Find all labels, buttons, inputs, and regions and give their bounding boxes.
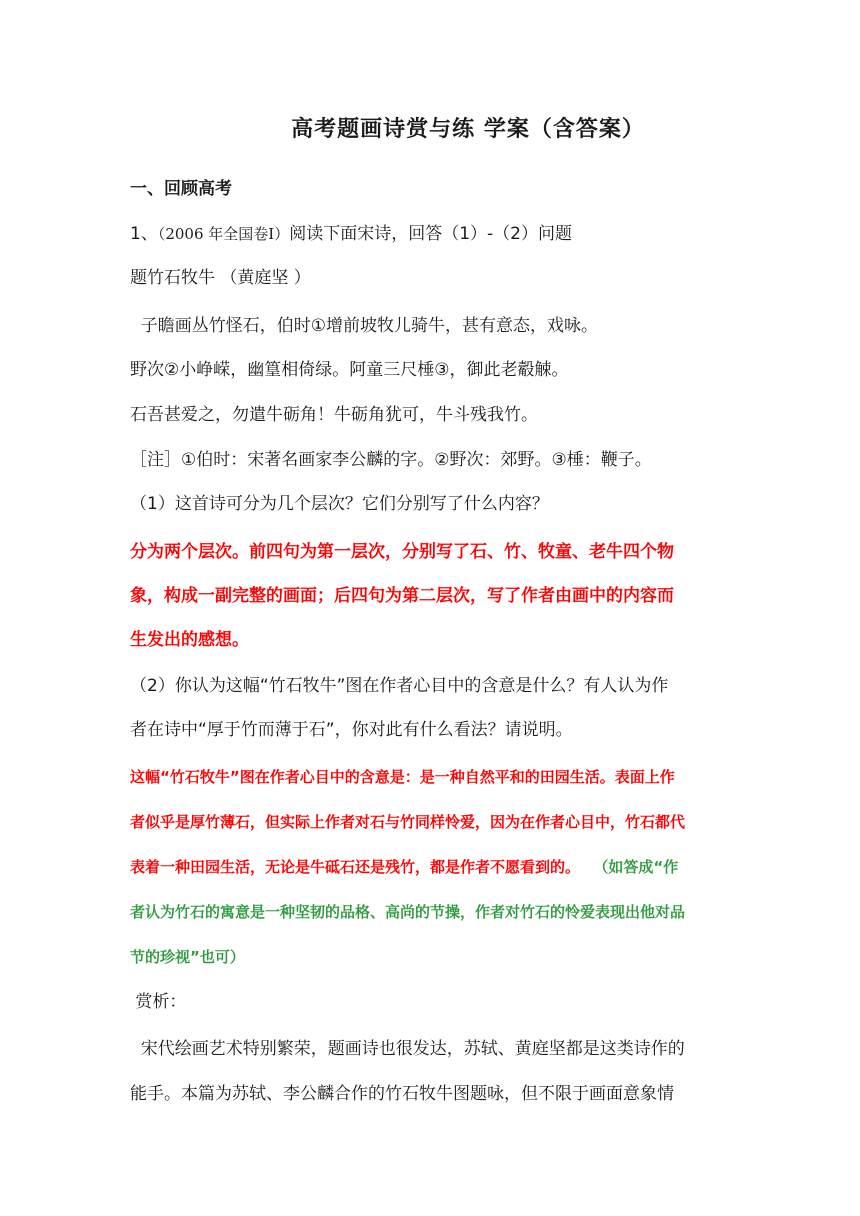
- poem-line: 野次②小峥嵘，幽篁相倚绿。阿童三尺棰③，御此老觳觫。: [130, 360, 569, 380]
- answer-2-text: 表着一种田园生活，无论是牛砥石还是残竹，都是作者不愿看到的。: [130, 858, 581, 876]
- poem-note: ［注］①伯时：宋著名画家李公麟的字。②野次：郊野。③棰：鞭子。: [130, 450, 652, 470]
- poem-line: 子瞻画丛竹怪石，伯时①增前坡牧儿骑牛，甚有意态，戏咏。: [130, 316, 599, 336]
- alternative-answer-line: 节的珍视”也可）: [130, 948, 245, 966]
- appreciation-line: 宋代绘画艺术特别繁荣，题画诗也很发达，苏轼、黄庭坚都是这类诗作的: [130, 1039, 685, 1059]
- appreciation-line: 能手。本篇为苏轼、李公麟合作的竹石牧牛图题咏，但不限于画面意象情: [130, 1084, 674, 1104]
- question-1: [130, 222, 572, 246]
- answer-1-line: 象，构成一副完整的画面；后四句为第二层次，写了作者由画中的内容而: [130, 586, 674, 606]
- answer-2-line-mixed: [130, 855, 678, 879]
- question-source: （2006 年全国卷Ⅰ）: [157, 225, 290, 243]
- sub-question-1: （1）这首诗可分为几个层次？它们分别写了什么内容？: [130, 494, 549, 514]
- poem-title: 题竹石牧牛 （黄庭坚 ）: [130, 268, 311, 288]
- poem-line: 石吾甚爱之，勿遣牛砺角！牛砺角犹可，牛斗残我竹。: [130, 405, 538, 425]
- alternative-answer-text: （如答成“作: [593, 858, 679, 876]
- page-title: 高考题画诗赏与练 学案（含答案）: [291, 117, 645, 142]
- alternative-answer-line: 者认为竹石的寓意是一种坚韧的品格、高尚的节操，作者对竹石的怜爱表现出他对品: [130, 903, 686, 921]
- question-text: 阅读下面宋诗，回答（1）-（2）问题: [289, 224, 572, 244]
- question-number: 1、: [130, 224, 158, 244]
- section-heading: 一、回顾高考: [130, 179, 232, 199]
- appreciation-label: 赏析：: [130, 992, 187, 1012]
- sub-question-2-line: （2）你认为这幅“竹石牧牛”图在作者心目中的含意是什么？有人认为作: [130, 676, 669, 696]
- answer-2-line: 者似乎是厚竹薄石，但实际上作者对石与竹同样怜爱，因为在作者心目中，竹石都代: [130, 813, 686, 831]
- answer-1-line: 生发出的感想。: [130, 630, 249, 650]
- sub-question-2-line: 者在诗中“厚于竹而薄于石”，你对此有什么看法？请说明。: [130, 720, 573, 740]
- answer-1-line: 分为两个层次。前四句为第一层次，分别写了石、竹、牧童、老牛四个物: [130, 542, 674, 562]
- answer-2-line: 这幅“竹石牧牛”图在作者心目中的含意是：是一种自然平和的田园生活。表面上作: [130, 768, 675, 786]
